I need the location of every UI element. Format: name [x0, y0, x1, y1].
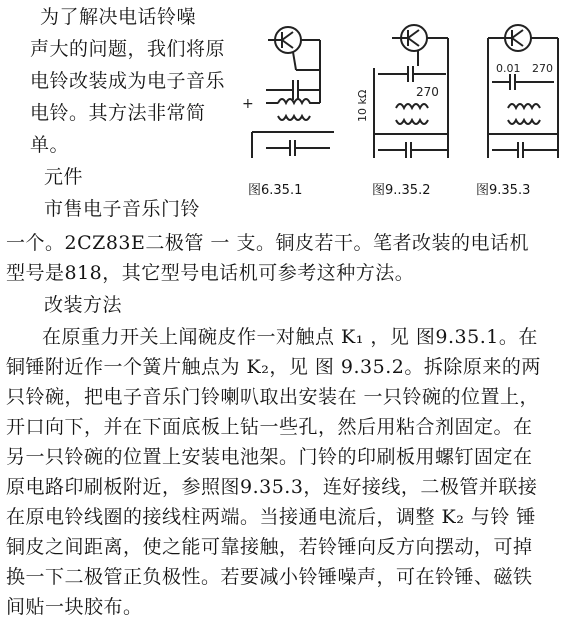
intro-line-4: 电铃。其方法非常简: [30, 102, 206, 124]
method-line-9: 换一下二极管正负极性。若要减小铃锤噪声，可在铃锤、磁铁: [6, 566, 533, 588]
method-line-7: 在原电铃线圈的接线柱两端。当接通电流后，调整 K₂ 与铃 锤: [6, 506, 536, 528]
figure-1-caption: 图6.35.1: [248, 183, 303, 198]
method-line-2: 铜锤附近作一个簧片触点为 K₂，见 图 9.35.2。拆除原来的两: [6, 356, 541, 378]
intro-line-5: 单。: [30, 134, 70, 156]
components-heading: 元件: [44, 166, 84, 188]
body-line-1: 一个。2CZ83E二极管 一 支。铜皮若干。笔者改装的电话机: [6, 232, 529, 254]
method-line-1: 在原重力开关上闻碗皮作一对触点 K₁ ，见 图9.35.1。在: [42, 326, 538, 348]
method-line-3: 只铃碗，把电子音乐门铃喇叭取出安装在 一只铃碗的位置上，: [6, 386, 540, 408]
intro-line-2: 声大的问题，我们将原: [30, 38, 226, 60]
method-heading: 改装方法: [44, 294, 123, 316]
body-line-2: 型号是818，其它型号电话机可参考这种方法。: [6, 262, 415, 284]
intro-line-1: 为了解决电话铃噪: [40, 6, 197, 28]
method-line-8: 铜皮之间距离，使之能可靠接触，若铃锤向反方向摆动，可掉: [6, 536, 533, 558]
figure-2-circuit: [356, 8, 464, 178]
figure-3-cap-label: 0.01: [496, 62, 521, 75]
components-line: 市售电子音乐门铃: [44, 198, 201, 220]
method-line-5: 另一只铃碗的位置上安装电池架。门铃的印刷板用螺钉固定在: [6, 446, 533, 468]
figure-1-plus-label: +: [242, 96, 254, 112]
method-line-10: 间贴一块胶布。: [6, 596, 143, 618]
figure-1-circuit: [238, 8, 346, 178]
method-line-6: 原电路印刷板附近，参照图9.35.3，连好接线，二极管并联接: [6, 476, 538, 498]
figure-3-circuit: [468, 8, 576, 178]
figure-2-caption: 图9..35.2: [372, 183, 431, 198]
intro-line-3: 电铃改装成为电子音乐: [30, 70, 226, 92]
figure-2-value-label: 270: [416, 85, 439, 99]
figure-3-value-label: 270: [532, 62, 553, 75]
method-line-4: 开口向下，并在下面底板上钻一些孔，然后用粘合剂固定。在: [6, 416, 533, 438]
figure-2-side-label: 10 kΩ: [356, 89, 369, 122]
figure-3-caption: 图9.35.3: [476, 183, 531, 198]
